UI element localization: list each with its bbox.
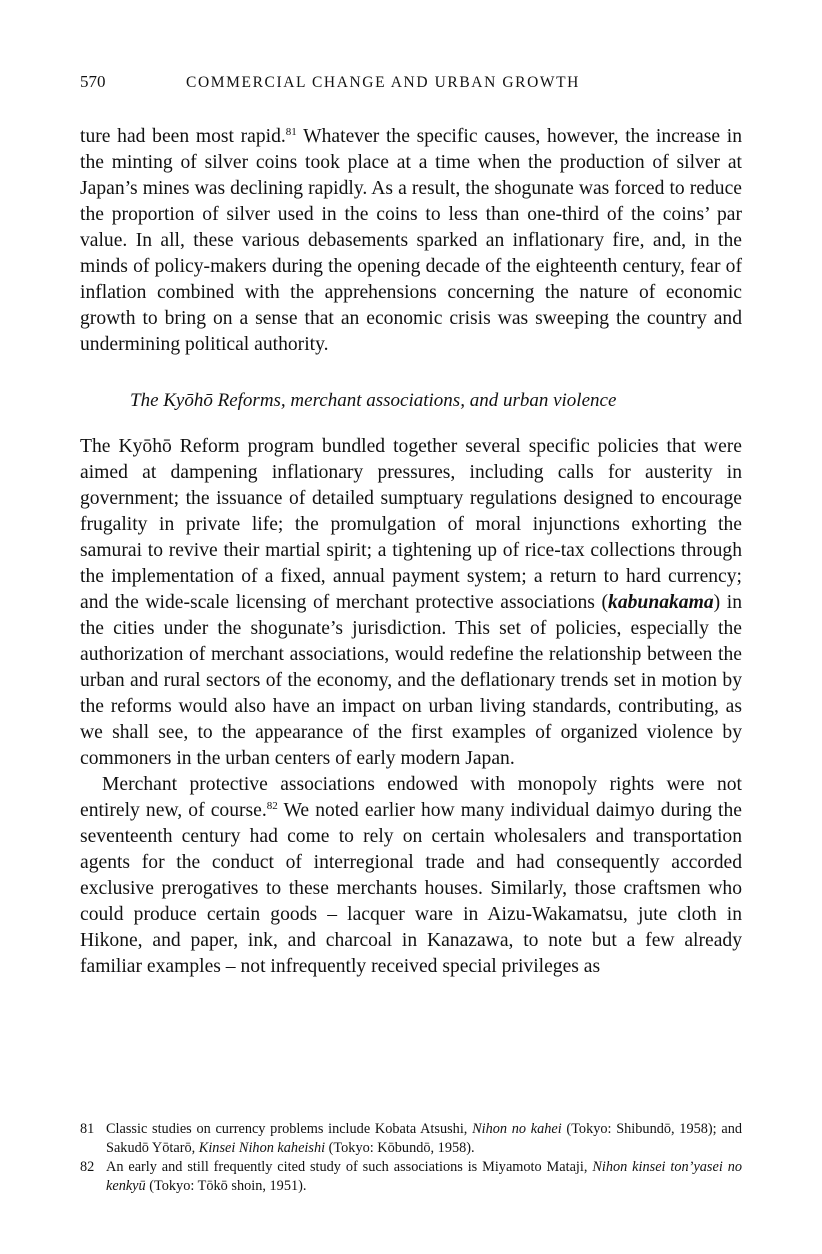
paragraph-2 xyxy=(80,434,742,772)
paragraph-3 xyxy=(80,772,742,980)
footnote-title: Kinsei Nihon kaheishi xyxy=(198,1140,326,1156)
paragraph-1 xyxy=(80,124,742,358)
footnotes xyxy=(80,1120,742,1196)
footnote-text-part: (Tokyo: Shibundō, 1958); and Sakudō Yōtarō, xyxy=(106,1121,742,1156)
footnote-ref-81[interactable]: 81 xyxy=(285,126,297,138)
footnote-text-part: (Tokyo: Tōkō shoin, 1951). xyxy=(145,1178,307,1194)
footnote-text xyxy=(106,1158,742,1196)
body-text xyxy=(80,124,742,980)
footnote-title: Nihon no kahei xyxy=(472,1121,562,1137)
page xyxy=(80,72,742,980)
footnote-ref-82[interactable]: 82 xyxy=(266,800,278,812)
page-number: 570 xyxy=(80,72,106,91)
paragraph-2-text-a: The Kyōhō Reform program bundled together several specific policies that were aimed at dampening inflationary pressures, including calls for austerity in government; the issuance of detailed sumptuary regulations designed to encourage frugality in private life; the promulgation of moral injunctions exhorting the samurai to revive their martial spirit; a tightening up of rice-tax collections through the implementation of a fixed, annual payment system; a return to hard currency; and the wide-scale licensing of merchant protective associations ( xyxy=(80,436,742,613)
footnote-number: 82 xyxy=(80,1159,95,1175)
term-kabunakama: kabunakama xyxy=(608,592,714,613)
paragraph-3-text-a: Merchant protective associations endowed with monopoly rights were not entirely new, of course. xyxy=(80,774,742,821)
footnote-number: 81 xyxy=(80,1121,95,1137)
footnote-82 xyxy=(80,1158,742,1196)
footnote-text xyxy=(106,1120,742,1158)
footnote-text-part: Classic studies on currency problems include Kobata Atsushi, xyxy=(106,1121,473,1137)
footnote-81 xyxy=(80,1120,742,1158)
footnote-title: Nihon kinsei ton’yasei no kenkyū xyxy=(106,1159,742,1194)
section-heading: The Kyōhō Reforms, merchant associations, and urban violence xyxy=(130,390,617,411)
paragraph-2-text-b: ) in the cities under the shogunate’s jurisdiction. This set of policies, especially the authorization of merchant associations, would redefine the relationship between the urban and rural sectors of the economy, and the deflationary trends set in motion by the reforms would also have an impact on urban living standards, contributing, as we shall see, to the appearance of the first examples of organized violence by commoners in the urban centers of early modern Japan. xyxy=(80,592,742,769)
running-head-title: COMMERCIAL CHANGE AND URBAN GROWTH xyxy=(186,74,580,91)
paragraph-1-text-a: ture had been most rapid. xyxy=(80,126,286,147)
footnote-text-part: (Tokyo: Kōbundō, 1958). xyxy=(325,1140,475,1156)
paragraph-3-text-b: We noted earlier how many individual daimyo during the seventeenth century had come to rely on certain wholesalers and transportation agents for the conduct of interregional trade and had consequently accorded exclusive prerogatives to these merchants houses. Similarly, those craftsmen who could produce certain goods – lacquer ware in Aizu-Wakamatsu, jute cloth in Hikone, and paper, ink, and charcoal in Kanazawa, to note but a few already familiar examples – not infrequently received special privileges as xyxy=(80,800,742,977)
running-header xyxy=(80,72,742,98)
paragraph-1-text-b: Whatever the specific causes, however, the increase in the minting of silver coins took place at a time when the production of silver at Japan’s mines was declining rapidly. As a result, the shogunate was forced to reduce the proportion of silver used in the coins to less than one-third of the coins’ par value. In all, these various debasements sparked an inflationary fire, and, in the minds of policy-makers during the opening decade of the eighteenth century, fear of inflation combined with the apprehensions concerning the nature of economic growth to bring on a sense that an economic crisis was sweeping the country and undermining political authority. xyxy=(80,126,742,355)
footnote-text-part: An early and still frequently cited study of such associations is Miyamoto Mataji, xyxy=(106,1159,593,1175)
